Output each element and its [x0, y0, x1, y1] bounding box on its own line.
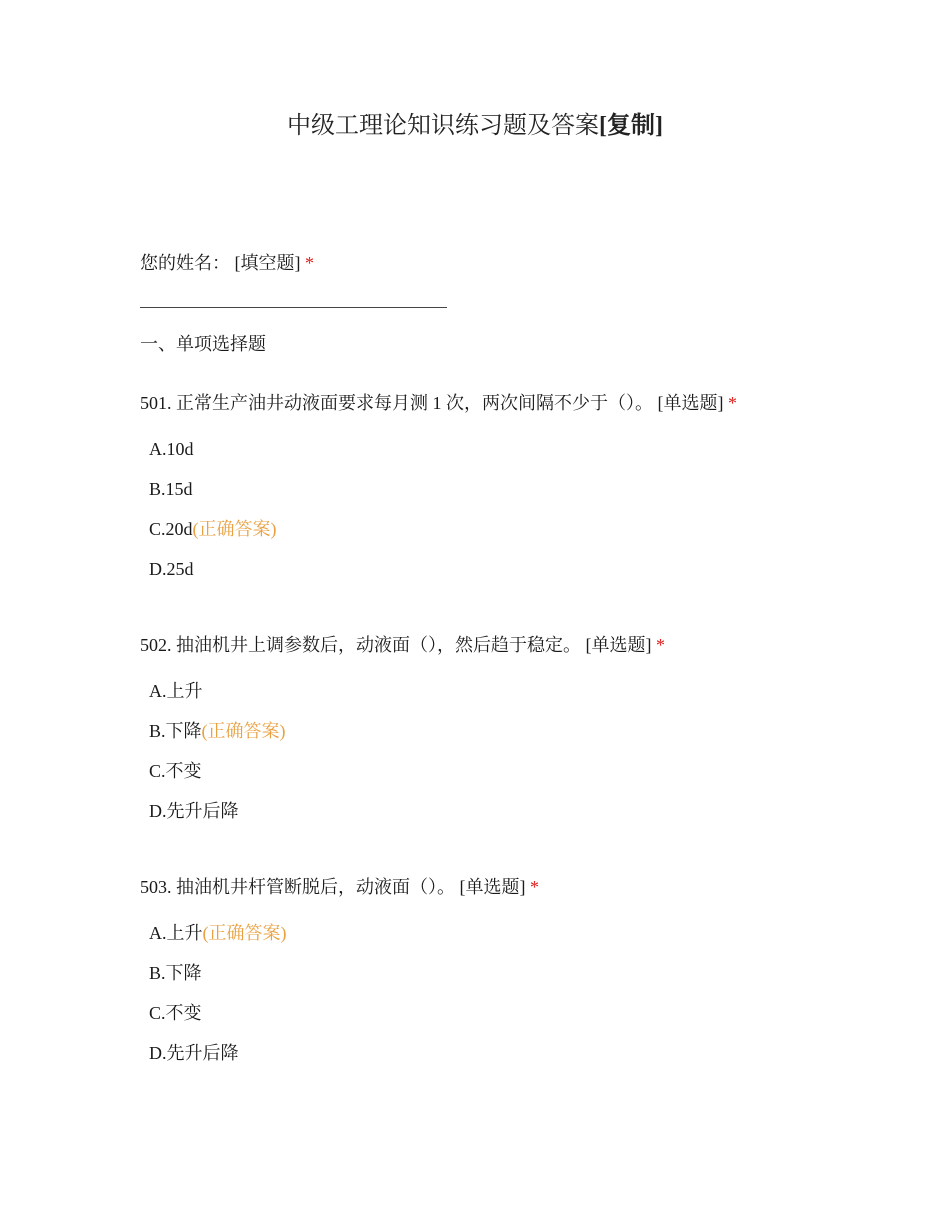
option-label: D.25d [149, 559, 194, 579]
option-label: A.上升 [149, 923, 203, 943]
option-503-b[interactable] [149, 961, 202, 985]
question-503 [140, 875, 539, 899]
option-503-a[interactable] [149, 921, 287, 945]
option-501-d[interactable] [149, 557, 194, 581]
option-label: C.不变 [149, 1003, 202, 1023]
question-type: [单选题] [657, 393, 724, 413]
question-501 [140, 391, 737, 415]
question-type: [单选题] [459, 877, 526, 897]
section-heading: 一、单项选择题 [140, 334, 266, 354]
page-title-main: 中级工理论知识练习题及答案 [287, 113, 599, 139]
question-text: 502. 抽油机井上调参数后，动液面（），然后趋于稳定。 [140, 635, 581, 655]
option-label: D.先升后降 [149, 1043, 239, 1063]
question-502 [140, 633, 665, 657]
required-mark: * [305, 253, 314, 273]
correct-answer-label: (正确答案) [202, 923, 287, 943]
required-mark: * [656, 635, 665, 655]
option-501-b[interactable] [149, 477, 193, 501]
option-label: C.不变 [149, 761, 202, 781]
correct-answer-label: (正确答案) [201, 721, 286, 741]
option-501-a[interactable] [149, 437, 194, 461]
option-502-a[interactable] [149, 679, 203, 703]
question-type: [单选题] [585, 635, 652, 655]
option-label: A.上升 [149, 681, 203, 701]
option-503-d[interactable] [149, 1041, 239, 1065]
option-501-c[interactable] [149, 517, 277, 541]
option-502-b[interactable] [149, 719, 286, 743]
option-502-d[interactable] [149, 799, 239, 823]
option-label: C.20d [149, 519, 193, 539]
option-label: D.先升后降 [149, 801, 239, 821]
option-label: A.10d [149, 439, 194, 459]
option-503-c[interactable] [149, 1001, 202, 1025]
question-text: 503. 抽油机井杆管断脱后，动液面（）。 [140, 877, 455, 897]
required-mark: * [728, 393, 737, 413]
option-label: B.下降 [149, 963, 202, 983]
page-title [0, 110, 950, 142]
option-label: B.下降 [149, 721, 202, 741]
required-mark: * [530, 877, 539, 897]
option-502-c[interactable] [149, 759, 202, 783]
name-question-type: [填空题] [234, 253, 301, 273]
name-question-label: 您的姓名： [140, 253, 230, 273]
name-question [140, 251, 314, 275]
page-title-suffix: [复制] [599, 113, 663, 139]
correct-answer-label: (正确答案) [192, 519, 277, 539]
question-text: 501. 正常生产油井动液面要求每月测 1 次，两次间隔不少于（）。 [140, 393, 653, 413]
name-fill-line[interactable] [140, 307, 447, 308]
option-label: B.15d [149, 479, 193, 499]
